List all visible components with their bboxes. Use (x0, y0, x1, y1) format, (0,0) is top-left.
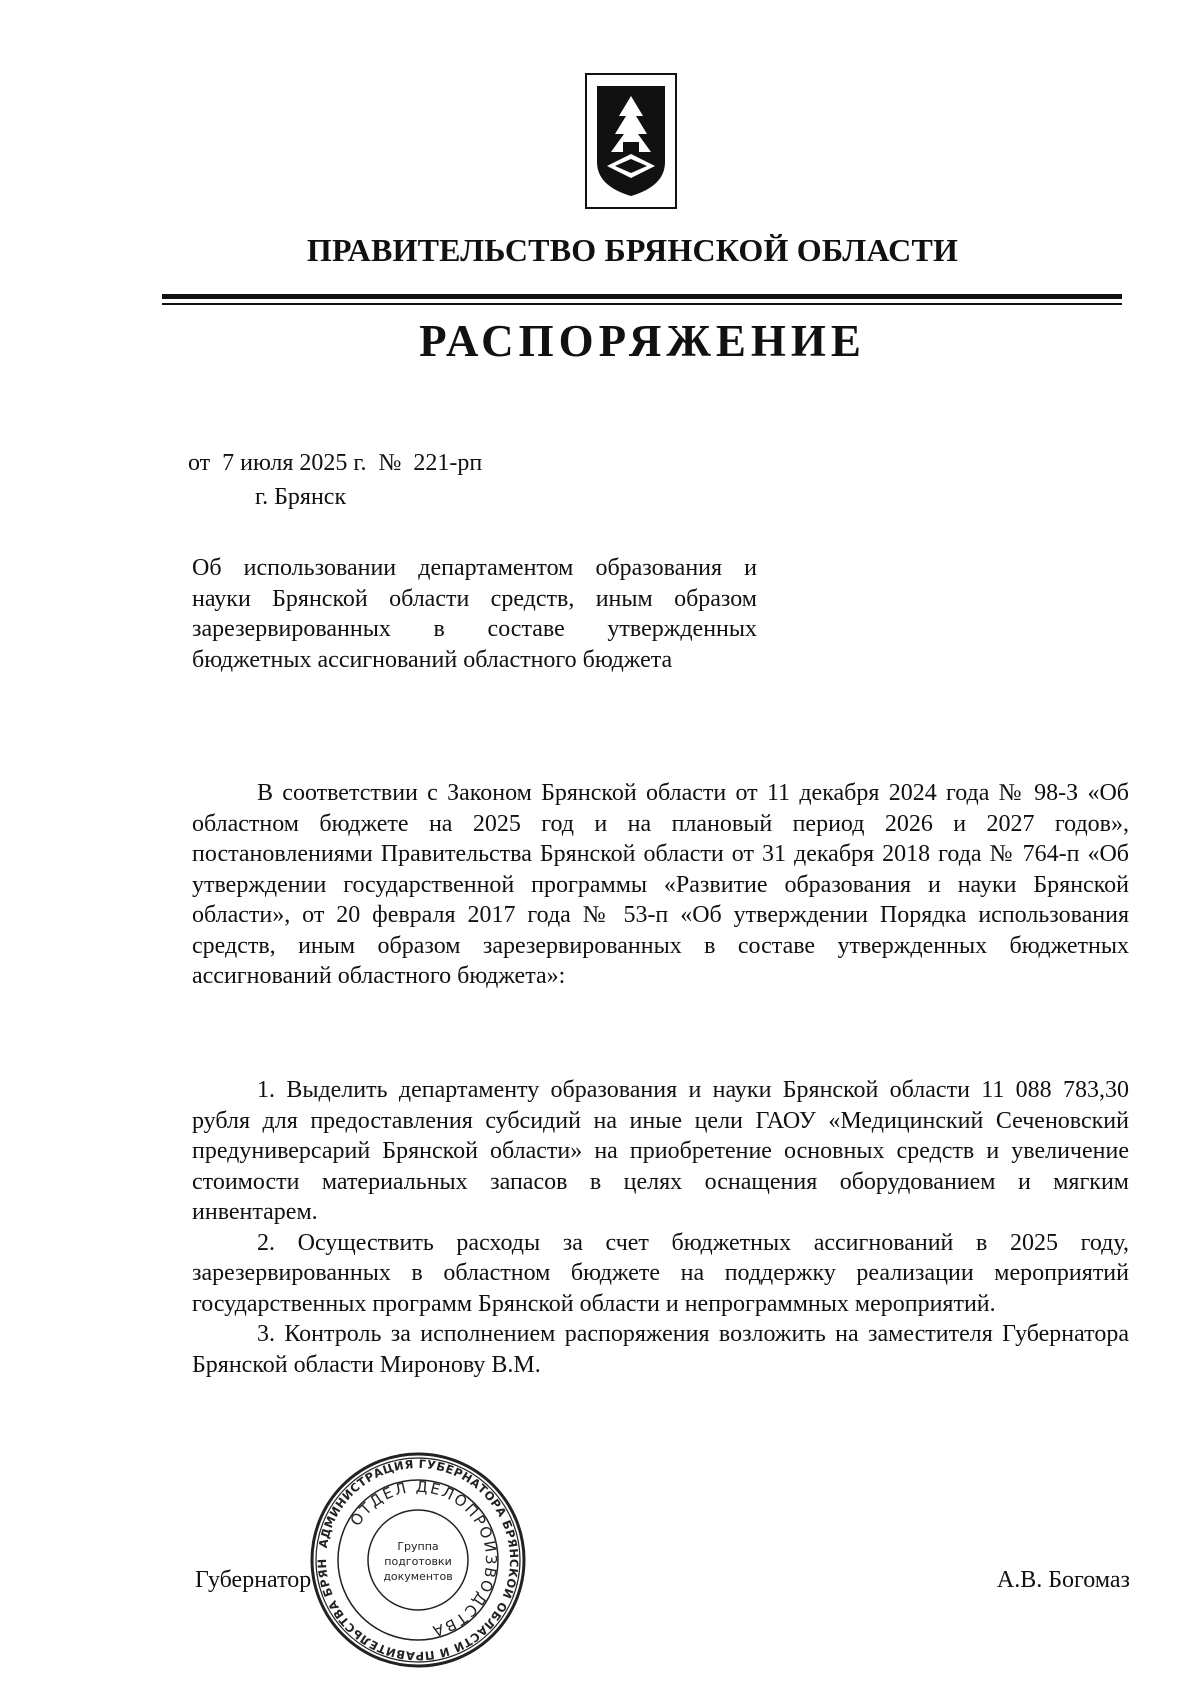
header-rule-thin (162, 303, 1122, 305)
signer-title: Губернатор (195, 1567, 312, 1593)
stamp-middle-text: ОТДЕЛ ДЕЛОПРОИЗВОДСТВА (346, 1477, 501, 1641)
stamp-center-line: подготовки (384, 1555, 452, 1568)
document-items (192, 1075, 1129, 1380)
preamble-text: В соответствии с Законом Брянской области от 11 декабря 2024 года № 98-З «Об областном бюджете на 2025 год и на плановый период 2026 и 2027 годов», постановлениями Правительства Брянской области от 31 декабря 2018 года № 764-п «Об утверждении государственной программы «Развитие образования и науки Брянской области», от 20 февраля 2017 года № 53-п «Об утверждении Порядка использования средств, иным образом зарезервированных в составе утвержденных бюджетных ассигнований областного бюджета»: (192, 780, 1129, 989)
coat-of-arms-icon (585, 73, 677, 209)
document-subject: Об использовании департаментом образования и науки Брянской области средств, иным образом зарезервированных в составе утвержденных бюджетных ассигнований областного бюджета (192, 555, 757, 673)
stamp-outer-text: АДМИНИСТРАЦИЯ ГУБЕРНАТОРА БРЯНСКОЙ ОБЛАСТИ И ПРАВИТЕЛЬСТВА БРЯН (314, 1456, 522, 1664)
date-line (188, 450, 488, 477)
signer-name: А.В. Богомаз (996, 1567, 1130, 1593)
stamp-center-line: Группа (397, 1540, 439, 1553)
official-stamp-icon (308, 1450, 528, 1670)
date-prefix: от (188, 450, 211, 476)
list-item: 3. Контроль за исполнением распоряжения возложить на заместителя Губернатора Брянской области Миронову В.М. (192, 1321, 1129, 1378)
list-item: 2. Осуществить расходы за счет бюджетных ассигнований в 2025 году, зарезервированных в областном бюджете на поддержку реализации мероприятий государственных программ Брянской области и непрограммных мероприятий. (192, 1229, 1129, 1317)
document-number: 221-рп (413, 450, 483, 476)
document-preamble (192, 778, 1129, 992)
emblem-shield-icon (593, 82, 669, 200)
document-date: 7 июля 2025 г. (222, 450, 367, 476)
government-title: ПРАВИТЕЛЬСТВО БРЯНСКОЙ ОБЛАСТИ (306, 232, 959, 268)
list-item: 1. Выделить департаменту образования и науки Брянской области 11 088 783,30 рубля для предоставления субсидий на иные цели ГАОУ «Медицинский Сеченовский предуниверсарий Брянской области» на приобретение основных средств и увеличение стоимости материальных запасов в целях оснащения оборудованием и мягким инвентарем. (192, 1077, 1129, 1225)
document-type-title: РАСПОРЯЖЕНИЕ (419, 316, 866, 366)
stamp-center-line: документов (383, 1570, 453, 1583)
number-sign: № (378, 450, 402, 476)
header-rule-thick (162, 294, 1122, 299)
city: г. Брянск (255, 484, 347, 510)
